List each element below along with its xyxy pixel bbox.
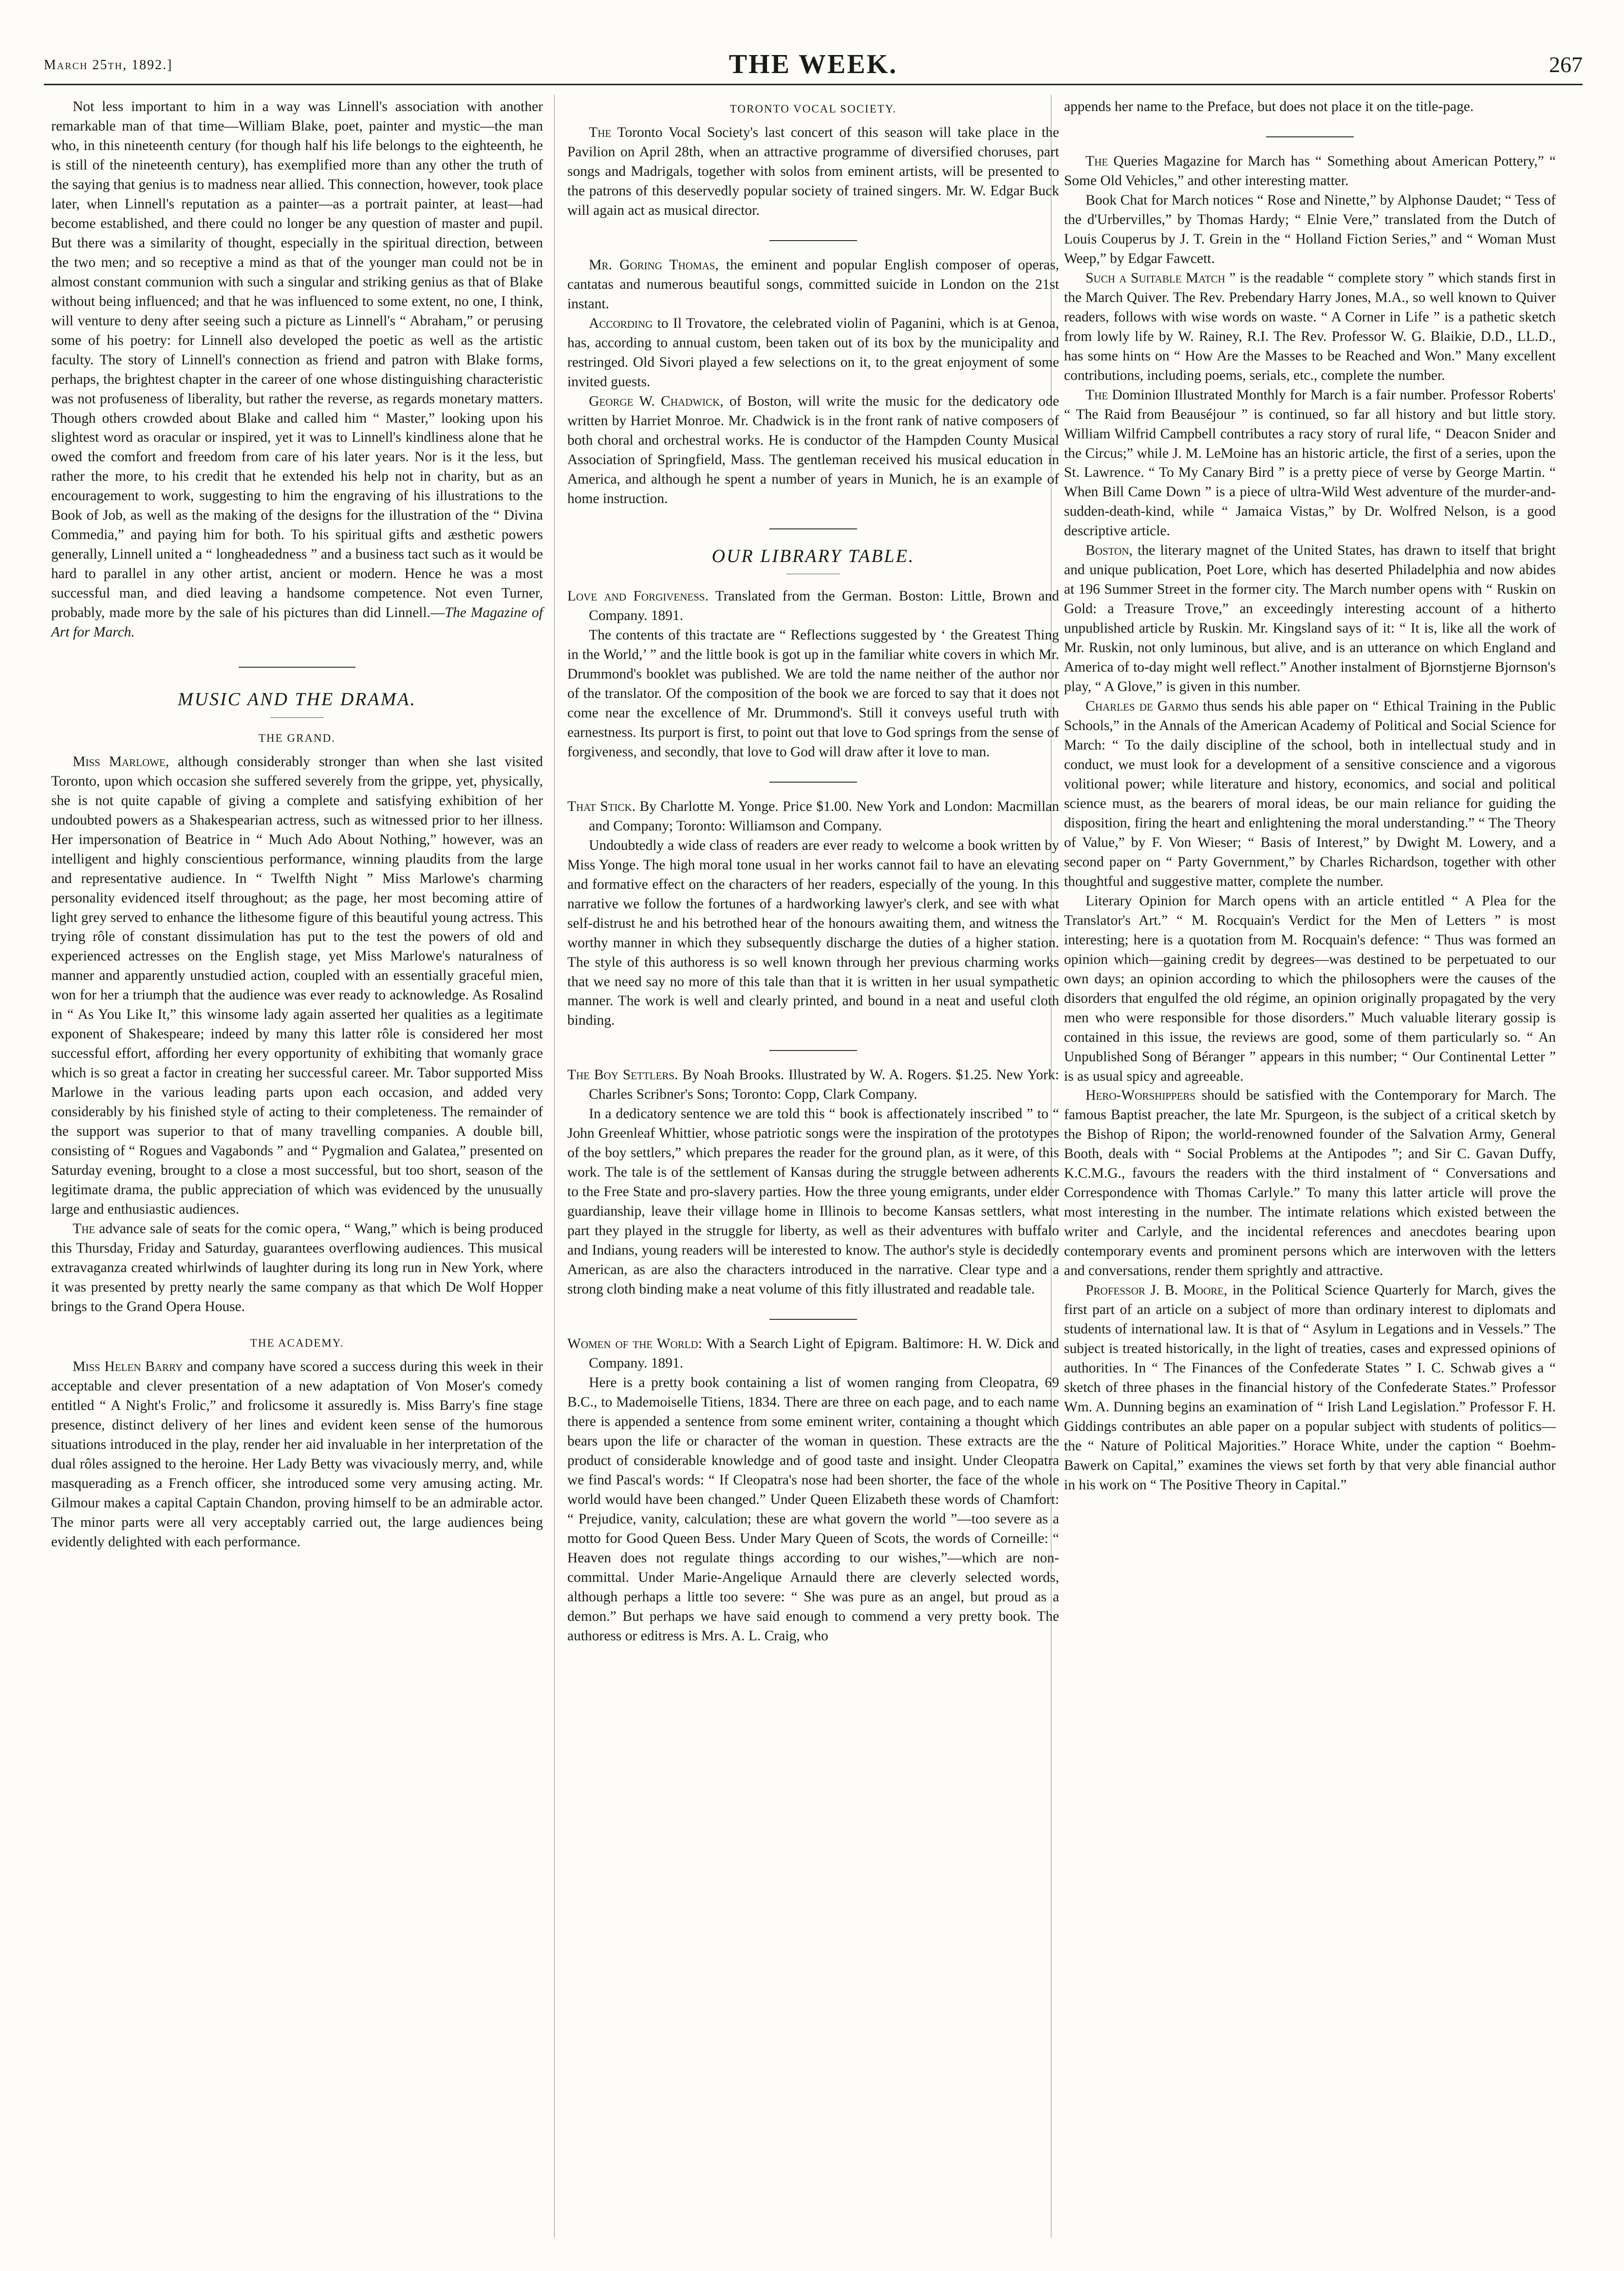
page-number: 267 (1549, 52, 1583, 77)
subheading-vocal-society: TORONTO VOCAL SOCIETY. (729, 103, 897, 115)
section-rule (769, 1319, 857, 1320)
subheading-grand: THE GRAND. (259, 732, 336, 744)
book-title-women: Women of the World: With a Search Light of Epigram. Baltimore: H. W. Dick and Company. 1891. (567, 1336, 1060, 1371)
paragraph-quiver: Such a Suitable Match ” is the readable “ complete story ” which stands first in the March Quiver. The Rev. Prebendary Harry Jones, M.A., so well known to Quiver readers, follows with wise words on waste. “ A Corner in Life ” is a pathetic sketch from lowly life by W. Rainey, R.I. The Rev. Professor W. G. Blaikie, D.D., LL.D., has some hints on “ How Are the Masses to be Reached and Won.” Many excellent contributions, including poems, serials, etc., complete the number. (1064, 270, 1556, 383)
paragraph-dominion: The Dominion Illustrated Monthly for March is a fair number. Professor Roberts' “ The Raid from Beauséjour ” is continued, so far all history and but little story. William Wilfrid Campbell contributes a racy story of rural life, “ Deacon Snider and the Circus;” while J. M. LeMoine has an historic article, the first of a series, upon the St. Lawrence. “ To My Canary Bird ” is a pretty piece of verse by George Martin. “ When Bill Came Down ” is a piece of ultra-Wild West adventure of the murder-and-sudden-death-kind, while “ Jamaica Vistas,” by Dr. Wolfred Nelson, is a good descriptive article. (1064, 387, 1556, 539)
section-rule (769, 782, 857, 783)
book-title-stick: That Stick. By Charlotte M. Yonge. Price $1.00. New York and London: Macmillan and Company; Toronto: Williamson and Company. (567, 798, 1059, 834)
paragraph-moore: Professor J. B. Moore, in the Political Science Quarterly for March, gives the first part of an article on a subject of more than ordinary interest to diplomats and students of international law. It is that of “ Asylum in Legations and in Vessels.” The subject is treated historically, in the light of treaties, cases and expressed opinions of authorities. In “ The Finances of the Confederate States ” I. C. Schwab gives a “ sketch of three phases in the financial history of the Confederate States.” Professor Wm. A. Dunning begins an examination of “ Irish Land Legislation.” Professor F. H. Giddings contributes an able paper on a popular subject with students of politics—the “ Nature of Political Majorities.” Horace White, under the caption “ Boehm-Bawerk on Capital,” examines the views set forth by that very able financial author in his work on “ The Positive Theory in Capital.” (1064, 1282, 1556, 1493)
review-settlers: In a dedicatory sentence we are told this “ book is affectionately inscribed ” to “ John Greenleaf Whittier, whose patriotic songs were the inspiration of the prototypes of the boy settlers,” which prepares the reader for the ground plan, as it were, of this work. The tale is of the settlement of Kansas during the struggle between adherents to the Free State and pro-slavery parties. How the three young emigrants, under elder guardianship, leave their village home in Illinois to become Kansas settlers, what part they played in the struggle for liberty, as well as their adventures with buffalo and Indians, young readers will be interested to know. The author's style is decidedly American, as are also the characters introduced in the narrative. Clear type and a strong cloth binding make a neat volume of this fitly illustrated and readable tale. (567, 1106, 1059, 1297)
paragraph-wang: The advance sale of seats for the comic opera, “ Wang,” which is being produced this Thursday, Friday and Saturday, guarantees overflowing audiences. This musical extravaganza created whirlwinds of laughter during its long run in New York, where it was presented by pretty nearly the same company as that which De Wolf Hopper brings to the Grand Opera House. (51, 1221, 543, 1314)
paragraph-book-chat: Book Chat for March notices “ Rose and Ninette,” by Alphonse Daudet; “ Tess of the d'Urbervilles,” by Thomas Hardy; “ Elnie Vere,” translated from the Dutch of Louis Couperus by J. T. Grein in the “ Holland Fiction Series,” and “ Woman Must Weep,” by Edgar Fawcett. (1064, 192, 1556, 266)
column-2 (567, 97, 1059, 1646)
rule (270, 717, 324, 718)
review-love: The contents of this tractate are “ Reflections suggested by ‘ the Greatest Thing in the World,’ ” and the little book is got up in the familiar white covers in which Mr. Drummond's booklet was published. We are told the name neither of the author nor of the translator. Of the composition of the book we are forced to say that it does not come near the excellence of Mr. Drummond's. Still it conveys useful truth with earnestness. Its purport is first, to point out that love to God springs from the sense of forgiveness, and secondly, that love to God will draw after it love to man. (567, 627, 1059, 760)
section-rule (769, 240, 857, 241)
paragraph-literary-opinion: Literary Opinion for March opens with an article entitled “ A Plea for the Translator's Art.” “ M. Rocquain's Verdict for the Men of Letters ” is most interesting; here is a quotation from M. Rocquain's defence: “ Thus was formed an opinion which—gaining credit by degrees—was destined to be perpetuated to our own days; an opinion according to which the philosophers were the causes of the disorders that engulfed the old régime, an opinion originally propagated by the very men who were responsible for those disorders.” Much valuable literary gossip is contained in this issue, the reviews are good, some of them particularly so. “ An Unpublished Song of Béranger ” appears in this number; “ Our Continental Letter ” is as usual spicy and agreeable. (1064, 893, 1556, 1084)
section-rule (769, 528, 857, 529)
masthead-title: THE WEEK. (728, 49, 898, 79)
issue-date: March 25th, 1892.] (44, 57, 173, 73)
paragraph-trovatore: According to Il Trovatore, the celebrated violin of Paganini, which is at Genoa, has, according to annual custom, been taken out of its box by the municipality and restringed. Old Sivori played a few selections on it, to the great enjoyment of some invited guests. (567, 315, 1059, 390)
paragraph-boston: Boston, the literary magnet of the United States, has drawn to itself that bright and unique publication, Poet Lore, which has deserted Philadelphia and now abides at 196 Summer Street in the former city. The March number opens with “ Ruskin on Gold: a Treasure Trove,” an exceedingly interesting account of a hitherto unpublished article by Ruskin. Mr. Kingsland says of it: “ It is, like all the work of Mr. Ruskin, not only luminous, but alive, and is an utterance on which England and America of to-day might well reflect.” Another instalment of Bjornstjerne Bjornson's play, “ A Glove,” is given in this number. (1064, 543, 1556, 695)
paragraph-garmo: Charles de Garmo thus sends his able paper on “ Ethical Training in the Public Schools,” in the Annals of the American Academy of Political and Social Science for March: “ To the daily discipline of the school, both in intellectual study and in conduct, we must look for a development of a sensitive conscience and a vigorous volitional power; while literature and history, economics, and social and political science must, as the bearers of moral ideas, be our main reliance for guiding the disposition, firing the heart and enlightening the moral understanding.” “ The Theory of Value,” by F. Von Wieser; “ Basis of Interest,” by Dwight M. Lowery, and a second paper on “ Party Government,” by Charles Richardson, together with other thoughtful and suggestive matter, complete the number. (1064, 698, 1556, 889)
book-title-love: Love and Forgiveness. Translated from the German. Boston: Little, Brown and Company. 1891. (567, 588, 1059, 624)
review-stick: Undoubtedly a wide class of readers are ever ready to welcome a book written by Miss Yonge. The high moral tone usual in her works cannot fail to have an elevating and formative effect on the characters of her readers, especially of the young. In this narrative we follow the fortunes of a hardworking lawyer's clerk, and see with what self-distrust he and his betrothed hear of the honours awaiting them, and witness the worthy manner in which they subsequently discharge the duties of a higher station. The style of this authoress is so well known through her previous charming works that we need say no more of this tale than that it is written in her usual sympathetic manner. The work is well and clearly printed, and bound in a neat and useful cloth binding. (567, 837, 1059, 1029)
review-women: Here is a pretty book containing a list of women ranging from Cleopatra, 69 B.C., to Mademoiselle Titiens, 1834. There are three on each page, and to each name there is appended a sentence from some eminent writer, containing a thought which bears upon the life or character of the woman in question. These extracts are the product of considerable knowledge and of good taste and insight. Under Cleopatra we find Pascal's words: “ If Cleopatra's nose had been shorter, the face of the whole world would have been changed.” Under Queen Elizabeth these words of Chamfort: “ Prejudice, vanity, calculation; these are what govern the world ”—too severe as a motto for Good Queen Bess. Under Mary Queen of Scots, the words of Corneille: “ Heaven does not regulate things according to our wishes,”—which are non-committal. Under Marie-Angelique Arnauld there are cleverly selected words, although perhaps a little too severe: “ She was pure as an angel, but proud as a demon.” But perhaps we have said enough to commend a very pretty book. The authoress or editress is Mrs. A. L. Craig, who (567, 1374, 1059, 1644)
paragraph-marlowe: Miss Marlowe, although considerably stronger than when she last visited Toronto, upon which occasion she suffered severely from the grippe, yet, physically, she is not quite capable of giving a complete and satisfying exhibition of her undoubted powers as a Shakespearian actress, such as witnessed prior to her illness. Her impersonation of Beatrice in “ Much Ado About Nothing,” however, was an intelligent and highly conscientious performance, winning plaudits from the large and representative audience. In “ Twelfth Night ” Miss Marlowe's charming personality evidenced itself throughout; as the page, her most becoming attire of light grey served to enhance the lithesome figure of this beautiful young actress. This trying rôle of constant dissimulation has put to the test the powers of old and experienced actresses on the English stage, yet Miss Marlowe's naturalness of manner and apparently unstudied action, coupled with an essentially graceful mien, won for her a triumph that the audience was ever ready to acknowledge. As Rosalind in “ As You Like It,” this winsome lady again asserted her qualities as a legitimate exponent of Shakespeare; indeed by many this latter rôle is considered her most successful effort, affording her every opportunity of exhibiting that womanly grace which is so great a factor in creating her successful career. Mr. Tabor supported Miss Marlowe in the various leading parts upon each occasion, and added very considerably by his finished style of acting to their completeness. The remainder of the support was superior to that of many travelling companies. A double bill, consisting of “ Rogues and Vagabonds ” and “ Pygmalion and Galatea,” presented on Saturday evening, brought to a close a most successful, but too short, season of the legitimate drama, the public appreciation of which was evidenced by the unusually large and enthusiastic audiences. (51, 753, 543, 1218)
section-heading-library: OUR LIBRARY TABLE. (711, 545, 915, 566)
paragraph-queries: The Queries Magazine for March has “ Something about American Pottery,” “ Some Old Vehicles,” and other interesting matter. (1064, 153, 1556, 188)
paragraph-barry: Miss Helen Barry and company have scored a success during this week in their acceptable and clever presentation of a new adaptation of Von Moser's comedy entitled “ A Night's Frolic,” and frolicsome it assuredly is. Miss Barry's fine stage presence, distinct delivery of her lines and evident keen sense of the humorous situations introduced in the play, render her aid invaluable in her interpretation of the dual rôles assigned to the heroine. Her Lady Betty was vivaciously merry, and, while masquerading as a French officer, she introduced some very amusing acting. Mr. Gilmour makes a capital Captain Chandon, proving himself to be an admirable actor. The minor parts were all very acceptably carried out, the large audiences being evidently delighted with each performance. (51, 1359, 543, 1550)
subheading-academy: THE ACADEMY. (250, 1336, 344, 1349)
linnell-article: Not less important to him in a way was Linnell's association with another remarkable man of that time—William Blake, poet, painter and mystic—the man who, in this nineteenth century (for though half his life belongs to the eighteenth, he is still of the nineteenth century), has exemplified more than any other the truth of the saying that genius is to madness near allied. This connection, however, took place later, when Linnell's reputation as a painter—as a portrait painter, at least—had become established, and there could no longer be any question of master and pupil. But there was a similarity of thought, especially in the spiritual direction, between the two men; and so receptive a mind as that of the younger man could not be in almost constant communion with such a singular and striking genius as that of Blake without being influenced; and that he was influenced to some extent, no one, I think, will venture to deny after seeing such a picture as Linnell's “ Abraham,” or perusing some of his poetry: for Linnell also developed the poetic as well as the artistic faculty. The story of Linnell's connection as friend and patron with Blake forms, perhaps, the brightest chapter in the career of one whose distinguishing characteristic was not profuseness of liberality, but rather the reverse, as regards monetary matters. Though others crowded about Blake and called him “ Master,” looking upon his slightest word as oracular or inspired, yet it was to Linnell's kindliness alone that he owed the comfort and freedom from care of his later years. Nor is it the less, but rather the more, to his credit that he extended his help not in charity, but as an encouragement to work, suggesting to him the engraving of his illustrations to the Book of Job, as well as the making of the designs for the illustration of the “ Divina Commedia,” and paying him for both. To his spiritual gifts and æsthetic powers generally, Linnell united a “ longheadedness ” and a business tact such as it would be hard to parallel in any other artist, ancient or modern. Hence he was a most successful man, and died leaving a handsome competence. Not even Turner, probably, made more by the sale of his pictures than did Linnell.—The Magazine of Art for March. (51, 99, 543, 640)
column-divider (554, 95, 555, 2238)
section-rule (769, 1050, 857, 1051)
section-rule (239, 667, 355, 668)
review-women-continued: appends her name to the Preface, but does not place it on the title-page. (1064, 99, 1474, 114)
section-heading-music: MUSIC AND THE DRAMA. (178, 689, 416, 710)
section-rule (1266, 136, 1354, 137)
header-rule (44, 84, 1583, 85)
column-1 (51, 97, 543, 1552)
running-head (44, 49, 1583, 78)
paragraph-thomas: Mr. Goring Thomas, the eminent and popular English composer of operas, cantatas and numerous beautiful songs, committed suicide in London on the 21st instant. (567, 257, 1059, 312)
paragraph-vocal-society: The Toronto Vocal Society's last concert of this season will take place in the Pavilion on April 28th, when an attractive programme of diversified choruses, part songs and Madrigals, together with solos from eminent artists, will be presented to the patrons of this deservedly popular society of trained singers. Mr. W. Edgar Buck will again act as musical director. (567, 125, 1059, 219)
book-title-settlers: The Boy Settlers. By Noah Brooks. Illustrated by W. A. Rogers. $1.25. New York: Charles Scribner's Sons; Toronto: Copp, Clark Company. (567, 1067, 1059, 1103)
article-source: The Magazine of Art for March. (51, 605, 543, 640)
paragraph-chadwick: George W. Chadwick, of Boston, will write the music for the dedicatory ode written by Harriet Monroe. Mr. Chadwick is in the front rank of native composers of both choral and orchestral works. He is conductor of the Hampden County Musical Association of Springfield, Mass. The gentleman received his musical education in America, and although he spent a number of years in Munich, he is an example of home instruction. (567, 393, 1059, 507)
column-3 (1064, 97, 1556, 1495)
paragraph-hero-worshippers: Hero-Worshippers should be satisfied with the Contemporary for March. The famous Baptist preacher, the late Mr. Spurgeon, is the subject of a critical sketch by the Bishop of Ripon; the world-renowned founder of the Salvation Army, General Booth, deals with “ Social Problems at the Antipodes ”; and Sir C. Gavan Duffy, K.C.M.G., favours the readers with the third instalment of “ Conversations and Correspondence with Thomas Carlyle.” To many this latter article will prove the most interesting in the number. The intimate relations which existed between the writer and Carlyle, and the incidental references and anecdotes bearing upon contemporary events and prominent persons which are interwoven with the letters and conversations, render them sprightly and attractive. (1064, 1088, 1556, 1279)
